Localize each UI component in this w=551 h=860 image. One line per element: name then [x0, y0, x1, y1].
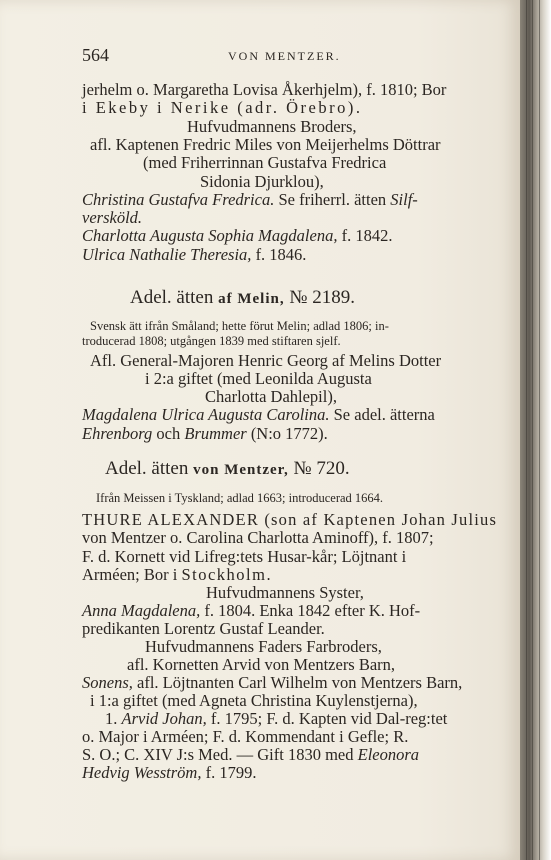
- text-line: i 2:a giftet (med Leonilda Augusta: [145, 369, 372, 388]
- text-line: jerhelm o. Margaretha Lovisa Åkerhjelm), f. 1810; Bor: [82, 80, 447, 99]
- text-line: afl. Kaptenen Fredric Miles von Meijerhelms Döttrar: [90, 135, 441, 154]
- text-span: Arméen; Bor i: [82, 565, 178, 584]
- name-italic: Brummer: [184, 424, 247, 443]
- text-line: [82, 190, 502, 210]
- name-italic: Hedvig Wesström,: [82, 763, 202, 782]
- text-line: [82, 565, 272, 585]
- text-line: [82, 601, 420, 621]
- text-line: i Ekeby i Nerike (adr. Örebro).: [82, 98, 363, 117]
- text-line: [82, 245, 306, 265]
- text-line: o. Major i Arméen; F. d. Kommendant i Gefle; R.: [82, 727, 409, 746]
- name-italic: Magdalena Ulrica Augusta Carolina.: [82, 405, 330, 424]
- heading-label: Adel. ätten: [105, 458, 189, 479]
- text-line: [82, 673, 462, 693]
- text-span: f. 1842.: [341, 226, 393, 245]
- name-italic: Sonens,: [82, 673, 133, 692]
- text-span: Stockholm.: [181, 565, 273, 584]
- name-italic: Charlotta Augusta Sophia Magdalena,: [82, 226, 338, 245]
- text-line: Hufvudmannens Faders Farbroders,: [145, 637, 382, 656]
- text-span: f. 1795; F. d. Kapten vid Dal-reg:tet: [210, 709, 448, 728]
- text-line: afl. Kornetten Arvid von Mentzers Barn,: [127, 655, 396, 674]
- text-span: f. 1846.: [255, 245, 307, 264]
- text-line: Hufvudmannens Broders,: [187, 117, 357, 136]
- edge-line: [532, 0, 533, 860]
- text-line: Hufvudmannens Syster,: [206, 583, 364, 602]
- text-line: von Mentzer o. Carolina Charlotta Aminoff), f. 1807;: [82, 528, 434, 547]
- running-head: VON MENTZER.: [228, 49, 341, 63]
- edge-line: [526, 0, 527, 860]
- edge-line: [539, 0, 540, 860]
- family-number: № 720.: [293, 458, 350, 479]
- family-name: von Mentzer,: [193, 462, 289, 478]
- text-line: Svensk ätt ifrån Småland; hette förut Melin; adlad 1806; in-: [90, 319, 389, 333]
- text-line: [82, 424, 328, 444]
- text-line: Afl. General-Majoren Henric Georg af Melins Dotter: [90, 351, 442, 370]
- text-line: [82, 745, 419, 765]
- text-span: (N:o 1772).: [250, 424, 328, 443]
- text-line: [82, 405, 435, 425]
- text-line: [82, 226, 392, 246]
- section-heading: [105, 459, 350, 480]
- text-line: Sidonia Djurklou),: [200, 172, 324, 191]
- page-edge: [520, 0, 551, 860]
- text-span: Se friherrl. ätten: [278, 190, 387, 209]
- name-italic: Silf-: [390, 190, 418, 209]
- page-number: 564: [82, 45, 109, 65]
- text-span: afl. Löjtnanten Carl Wilhelm von Mentzers Barn,: [137, 673, 463, 692]
- family-name: af Melin,: [218, 291, 285, 307]
- name-italic: Ehrenborg: [82, 424, 153, 443]
- heading-label: Adel. ätten: [130, 287, 214, 308]
- name-italic: Ulrica Nathalie Theresia,: [82, 245, 252, 264]
- text-span: Se adel. ätterna: [333, 405, 435, 424]
- text-line: troducerad 1808; utgången 1839 med stiftaren sjelf.: [82, 334, 341, 348]
- family-number: № 2189.: [289, 287, 355, 308]
- text-span: 1.: [105, 709, 118, 728]
- text-line: F. d. Kornett vid Lifreg:tets Husar-kår; Löjtnant i: [82, 547, 407, 566]
- text-line: i 1:a giftet (med Agneta Christina Kuylenstjerna),: [90, 691, 418, 710]
- text-line: Ifrån Meissen i Tyskland; adlad 1663; introducerad 1664.: [96, 491, 384, 505]
- name-italic: Anna Magdalena,: [82, 601, 201, 620]
- text-line: Charlotta Dahlepil),: [205, 387, 337, 406]
- name-italic: Eleonora: [357, 745, 420, 764]
- name-italic: versköld.: [82, 208, 143, 227]
- name-italic: Arvid Johan,: [121, 709, 207, 728]
- text-line: THURE ALEXANDER (son af Kaptenen Johan Julius: [82, 510, 498, 529]
- text-span: S. O.; C. XIV J:s Med. — Gift 1830 med: [82, 745, 354, 764]
- text-line: [105, 709, 447, 729]
- name-italic: Christina Gustafva Fredrica.: [82, 190, 275, 209]
- text-line: (med Friherrinnan Gustafva Fredrica: [143, 153, 387, 172]
- text-line: predikanten Lorentz Gustaf Leander.: [82, 619, 325, 638]
- text-span: och: [156, 424, 181, 443]
- text-line: [82, 763, 256, 783]
- text-span: f. 1804. Enka 1842 efter K. Hof-: [204, 601, 421, 620]
- section-heading: [130, 288, 355, 309]
- text-span: f. 1799.: [205, 763, 257, 782]
